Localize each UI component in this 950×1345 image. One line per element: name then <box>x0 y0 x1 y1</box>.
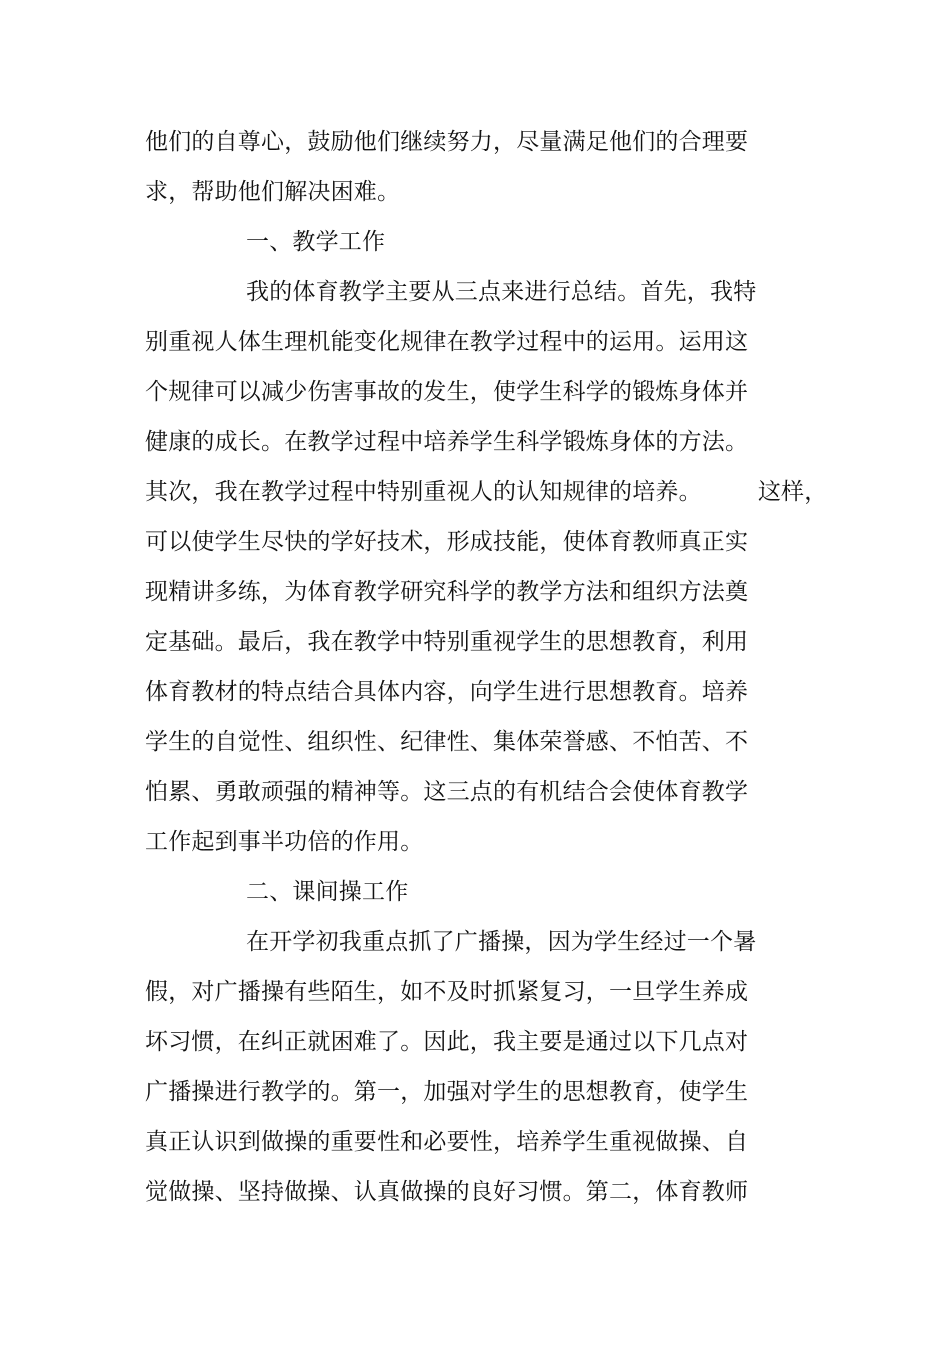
text-line: 别重视人体生理机能变化规律在教学过程中的运用。运用这 <box>145 329 749 355</box>
text-line: 觉做操、坚持做操、认真做操的良好习惯。第二，体育教师 <box>145 1179 749 1205</box>
text-line: 现精讲多练，为体育教学研究科学的教学方法和组织方法奠 <box>145 579 749 605</box>
text-line: 广播操进行教学的。第一，加强对学生的思想教育，使学生 <box>145 1079 749 1105</box>
section-heading: 一、教学工作 <box>246 229 386 255</box>
text-line: 可以使学生尽快的学好技术，形成技能，使体育教师真正实 <box>145 529 749 555</box>
text-segment: 这样， <box>757 479 828 505</box>
text-line: 真正认识到做操的重要性和必要性，培养学生重视做操、自 <box>145 1129 749 1155</box>
text-line: 在开学初我重点抓了广播操，因为学生经过一个暑 <box>246 929 757 955</box>
text-line: 健康的成长。在教学过程中培养学生科学锻炼身体的方法。 <box>145 429 749 455</box>
text-line: 他们的自尊心，鼓励他们继续努力，尽量满足他们的合理要 <box>145 129 749 155</box>
text-line: 坏习惯，在纠正就困难了。因此，我主要是通过以下几点对 <box>145 1029 749 1055</box>
section-heading: 二、课间操工作 <box>246 879 409 905</box>
text-line: 个规律可以减少伤害事故的发生，使学生科学的锻炼身体并 <box>145 379 749 405</box>
text-line: 学生的自觉性、组织性、纪律性、集体荣誉感、不怕苦、不 <box>145 729 749 755</box>
text-line: 怕累、勇敢顽强的精神等。这三点的有机结合会使体育教学 <box>145 779 749 805</box>
text-line: 定基础。最后，我在教学中特别重视学生的思想教育，利用 <box>145 629 749 655</box>
text-segment: 其次，我在教学过程中特别重视人的认知规律的培养。 <box>145 479 702 505</box>
text-line <box>145 475 827 509</box>
text-line: 体育教材的特点结合具体内容，向学生进行思想教育。培养 <box>145 679 749 705</box>
text-line: 求，帮助他们解决困难。 <box>145 179 401 205</box>
text-line: 我的体育教学主要从三点来进行总结。首先，我特 <box>246 279 757 305</box>
text-line: 工作起到事半功倍的作用。 <box>145 829 424 855</box>
text-line: 假，对广播操有些陌生，如不及时抓紧复习，一旦学生养成 <box>145 979 749 1005</box>
